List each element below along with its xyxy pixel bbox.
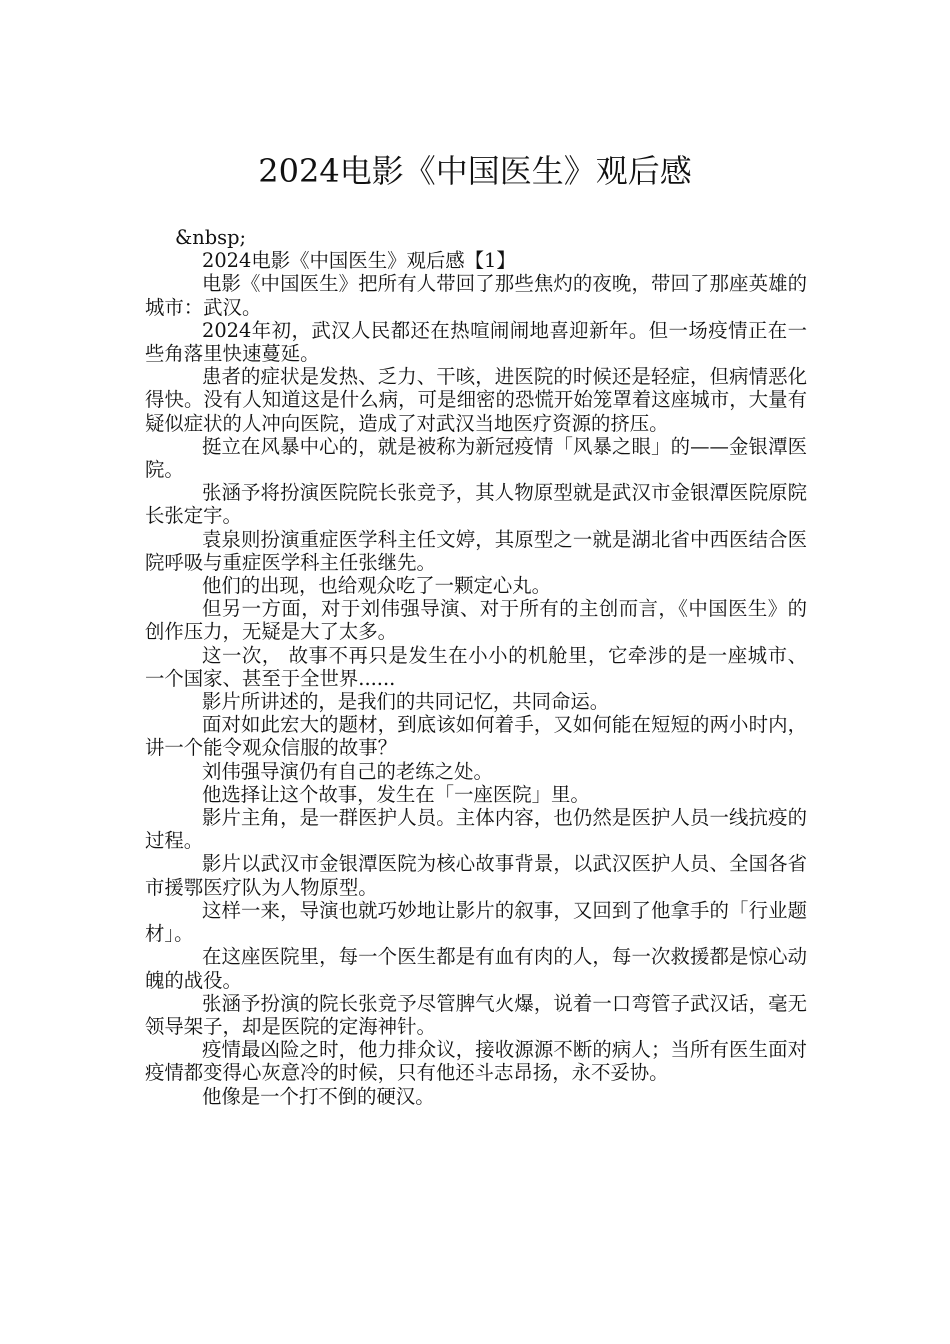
paragraph: 袁泉则扮演重症医学科主任文婷，其原型之一就是湖北省中西医结合医院呼吸与重症医学科主任张继先。: [145, 527, 807, 574]
paragraph: 张涵予将扮演医院院长张竞予，其人物原型就是武汉市金银潭医院原院长张定宇。: [145, 481, 807, 528]
paragraph: 这样一来，导演也就巧妙地让影片的叙事，又回到了他拿手的「行业题材」。: [145, 898, 807, 946]
paragraph: 刘伟强导演仍有自己的老练之处。: [202, 759, 493, 783]
paragraph: 影片以武汉市金银潭医院为核心故事背景，以武汉医护人员、全国各省市援鄂医疗队为人物原型。: [145, 852, 807, 899]
paragraph: 他们的出现，也给观众吃了一颗定心丸。: [202, 574, 552, 598]
paragraph: 张涵予扮演的院长张竞予尽管脾气火爆，说着一口弯管子武汉话，毫无领导架子，却是医院的定海神针。: [145, 991, 807, 1038]
document-body: [145, 226, 807, 1108]
paragraph: 这一次， 故事不再只是发生在小小的机舱里，它牵涉的是一座城市、一个国家、甚至于全世界......: [145, 643, 807, 690]
paragraph: 面对如此宏大的题材，到底该如何着手，又如何能在短短的两小时内，讲一个能令观众信服的故事？: [145, 713, 807, 760]
paragraph: 挺立在风暴中心的，就是被称为新冠疫情「风暴之眼」的——金银潭医院。: [145, 434, 807, 482]
paragraph: 影片主角，是一群医护人员。主体内容，也仍然是医护人员一线抗疫的过程。: [145, 806, 807, 853]
paragraph: 他选择让这个故事，发生在「一座医院」里。: [202, 782, 590, 806]
paragraph: 影片所讲述的，是我们的共同记忆，共同命运。: [202, 690, 610, 714]
paragraph: 疫情最凶险之时，他力排众议，接收源源不断的病人；当所有医生面对疫情都变得心灰意冷的时候，只有他还斗志昂扬，永不妥协。: [145, 1038, 807, 1085]
nbsp-artifact: &nbsp;: [175, 226, 247, 249]
paragraph: 患者的症状是发热、乏力、干咳，进医院的时候还是轻症，但病情恶化得快。没有人知道这是什么病，可是细密的恐慌开始笼罩着这座城市，大量有疑似症状的人冲向医院，造成了对武汉当地医疗资源的挤压。: [145, 365, 807, 435]
document-title: 2024电影《中国医生》观后感: [258, 152, 692, 191]
paragraph: 2024年初，武汉人民都还在热喧闹闹地喜迎新年。但一场疫情正在一些角落里快速蔓延。: [145, 318, 807, 366]
paragraph: 他像是一个打不倒的硬汉。: [202, 1084, 435, 1108]
section-heading: 2024电影《中国医生》观后感【1】: [202, 249, 516, 273]
paragraph: 在这座医院里，每一个医生都是有血有肉的人，每一次救援都是惊心动魄的战役。: [145, 945, 807, 992]
paragraph: 电影《中国医生》把所有人带回了那些焦灼的夜晚，带回了那座英雄的城市：武汉。: [145, 272, 807, 319]
paragraph: 但另一方面，对于刘伟强导演、对于所有的主创而言，《中国医生》的创作压力，无疑是大了太多。: [145, 597, 807, 644]
